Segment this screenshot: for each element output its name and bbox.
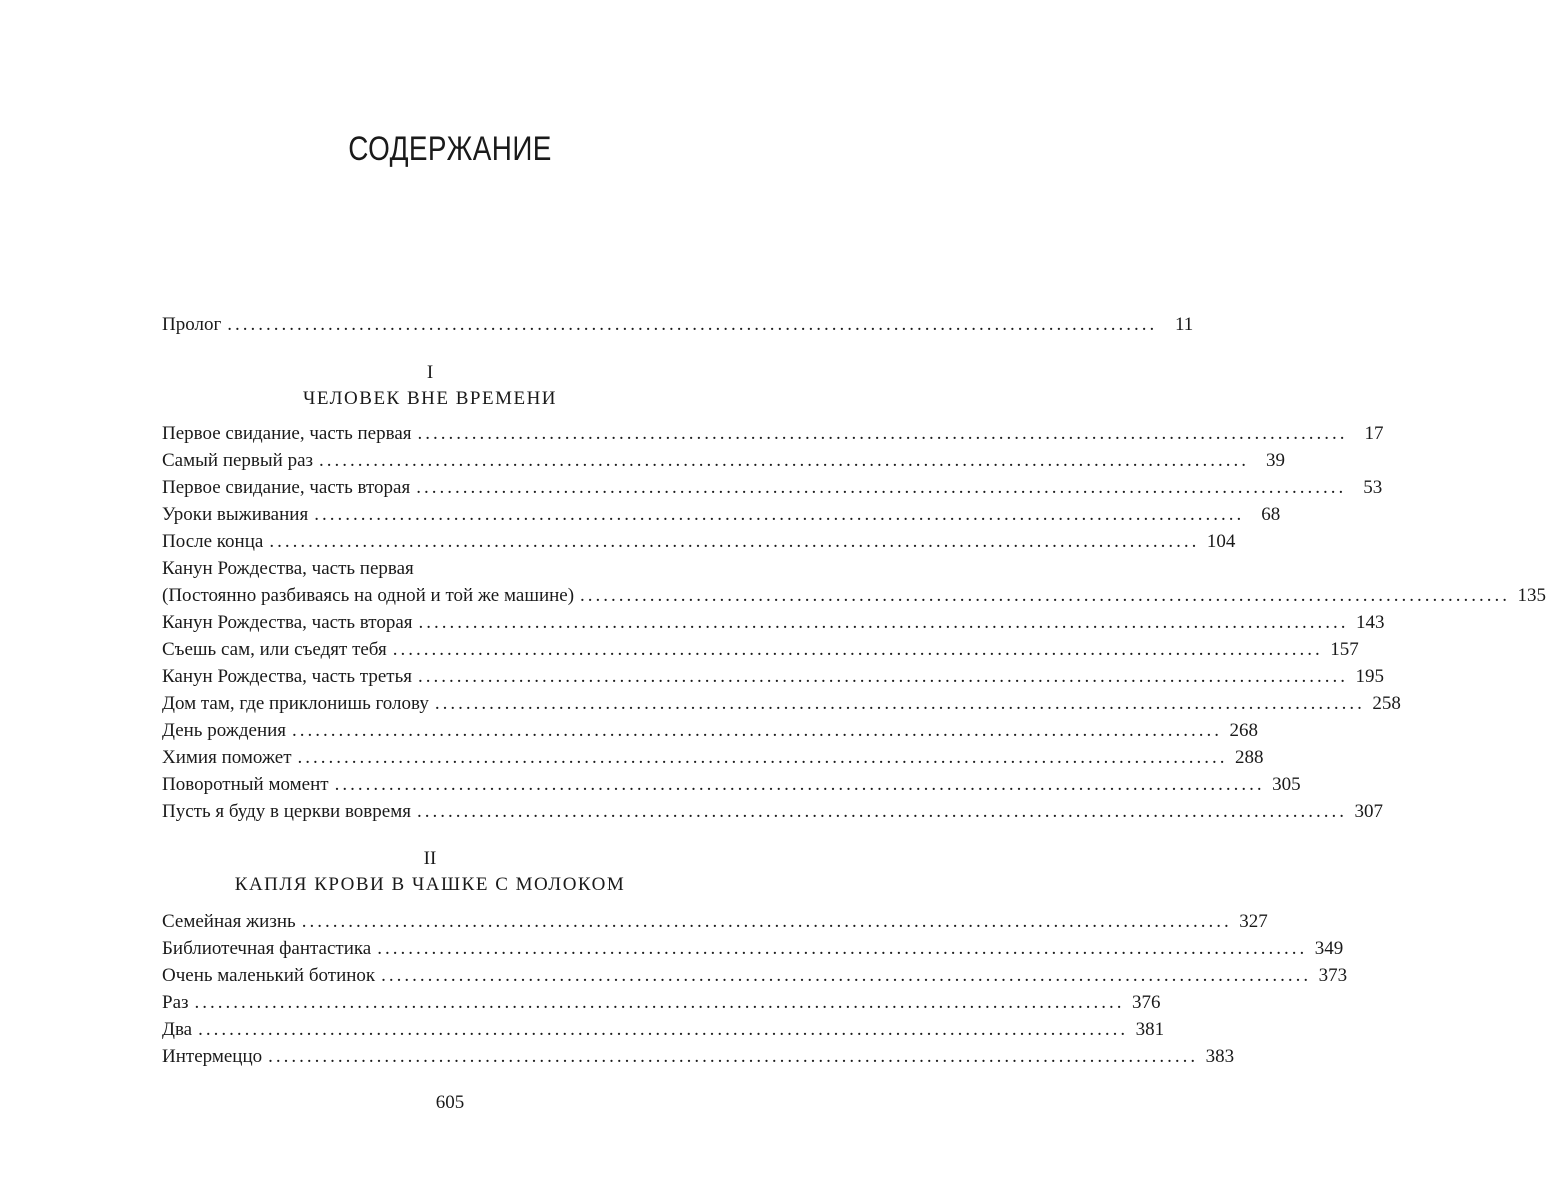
toc-entry-page: 53	[1363, 477, 1383, 498]
toc-entry-page: 383	[1205, 1046, 1235, 1067]
leader-dots: ........................................................................................................................	[194, 992, 1125, 1013]
leader-dots: ........................................................................................................................	[381, 965, 1312, 986]
toc-entry-list	[162, 420, 1546, 825]
toc-part-1	[162, 360, 1546, 825]
toc-entry	[162, 771, 1301, 798]
leader-dots: ........................................................................................................................	[417, 666, 1348, 687]
toc-entry-label: Интермеццо	[162, 1046, 263, 1067]
toc-entry	[162, 582, 1546, 609]
leader-dots: ........................................................................................................................	[377, 938, 1308, 959]
leader-dots: ........................................................................................................................	[580, 585, 1511, 606]
toc-entry	[162, 744, 1264, 771]
toc-entry-label: Пролог	[162, 314, 222, 335]
leader-dots: ........................................................................................................................	[434, 693, 1365, 714]
toc-entry-sublabel: (Постоянно разбиваясь на одной и той же машине)	[162, 585, 575, 606]
leader-dots: ........................................................................................................................	[269, 531, 1200, 552]
leader-dots: ........................................................................................................................	[297, 747, 1228, 768]
toc-entry-page: 288	[1235, 747, 1264, 768]
toc-entry-page: 17	[1364, 423, 1384, 444]
leader-dots: ........................................................................................................................	[416, 477, 1347, 498]
toc-entry	[162, 447, 1286, 474]
toc-entry	[162, 420, 1384, 447]
toc-entry-page: 268	[1229, 720, 1259, 741]
toc-entry-label: Семейная жизнь	[162, 911, 296, 932]
toc-entry-page: 349	[1314, 938, 1344, 959]
toc-entry-page: 195	[1355, 666, 1384, 687]
leader-dots: ........................................................................................................................	[314, 504, 1245, 525]
toc-entry	[162, 663, 1384, 690]
toc-entry-label: Дом там, где приклонишь голову	[162, 693, 429, 714]
leader-dots: ........................................................................................................................	[334, 774, 1265, 795]
toc-entry-label: Первое свидание, часть первая	[162, 423, 412, 444]
leader-dots: ........................................................................................................................	[301, 911, 1232, 932]
toc-entry-page: 39	[1266, 450, 1286, 471]
toc-entry-page: 381	[1135, 1019, 1165, 1040]
toc-entry-page: 104	[1206, 531, 1236, 552]
toc-prologue	[162, 311, 1194, 338]
toc-entry	[162, 717, 1259, 744]
toc-entry-label: После конца	[162, 531, 264, 552]
toc-entry-label: Пусть я буду в церкви вовремя	[162, 801, 411, 822]
part-title: ЧЕЛОВЕК ВНЕ ВРЕМЕНИ	[302, 388, 558, 409]
leader-dots: ........................................................................................................................	[392, 639, 1323, 660]
toc-entry-page: 305	[1272, 774, 1301, 795]
toc-entry	[162, 798, 1383, 825]
leader-dots: ........................................................................................................................	[418, 612, 1349, 633]
toc-entry-page: 157	[1330, 639, 1359, 660]
leader-dots: ........................................................................................................................	[417, 423, 1348, 444]
toc-entry-page: 258	[1372, 693, 1401, 714]
toc-entry-page: 376	[1132, 992, 1161, 1013]
toc-entry-page: 11	[1174, 314, 1194, 335]
toc-entry	[162, 501, 1281, 528]
toc-entry	[162, 908, 1268, 935]
leader-dots: ........................................................................................................................	[319, 450, 1250, 471]
leader-dots: ........................................................................................................................	[227, 314, 1158, 335]
leader-dots: ........................................................................................................................	[292, 720, 1223, 741]
toc-entry-list	[162, 908, 1348, 1070]
toc-entry-page: 373	[1318, 965, 1348, 986]
toc-entry-label: Химия поможет	[162, 747, 292, 768]
toc-entry-page: 143	[1356, 612, 1385, 633]
toc-entry	[162, 935, 1344, 962]
toc-entry-label: Первое свидание, часть вторая	[162, 477, 411, 498]
toc-entry-label: Съешь сам, или съедят тебя	[162, 639, 387, 660]
toc-entry-label: Очень маленький ботинок	[162, 965, 376, 986]
toc-entry	[162, 474, 1383, 501]
toc-entry	[162, 609, 1385, 636]
toc-entry	[162, 989, 1161, 1016]
toc-entry-page: 135	[1517, 585, 1546, 606]
toc-entry-label: Раз	[162, 992, 189, 1013]
part-number: II	[423, 848, 437, 869]
part-number: I	[426, 362, 434, 383]
toc-entry-label: Канун Рождества, часть вторая	[162, 612, 413, 633]
toc-entry-label: День рождения	[162, 720, 287, 741]
toc-entry-label: Поворотный момент	[162, 774, 329, 795]
toc-entry	[162, 636, 1359, 663]
toc-entry-label: Канун Рождества, часть третья	[162, 666, 412, 687]
toc-part-2	[162, 846, 1348, 1070]
toc-entry-page: 307	[1354, 801, 1383, 822]
page-title: СОДЕРЖАНИЕ	[348, 130, 552, 168]
toc-entry	[162, 1043, 1235, 1070]
toc-entry-label: Канун Рождества, часть первая	[162, 558, 414, 579]
toc-entry-label: Самый первый раз	[162, 450, 314, 471]
toc-entry	[162, 311, 1194, 338]
toc-entry	[162, 962, 1348, 989]
toc-entry	[162, 1016, 1165, 1043]
toc-entry	[162, 690, 1401, 717]
toc-entry-page: 327	[1239, 911, 1268, 932]
page-number: 605	[435, 1092, 465, 1113]
toc-entry-label: Библиотечная фантастика	[162, 938, 372, 959]
toc-entry-label: Уроки выживания	[162, 504, 309, 525]
toc-entry-page: 68	[1261, 504, 1281, 525]
toc-entry	[162, 528, 1236, 555]
part-title: КАПЛЯ КРОВИ В ЧАШКЕ С МОЛОКОМ	[234, 874, 626, 895]
leader-dots: ........................................................................................................................	[416, 801, 1347, 822]
toc-entry-label: Два	[162, 1019, 193, 1040]
leader-dots: ........................................................................................................................	[268, 1046, 1199, 1067]
leader-dots: ........................................................................................................................	[198, 1019, 1129, 1040]
